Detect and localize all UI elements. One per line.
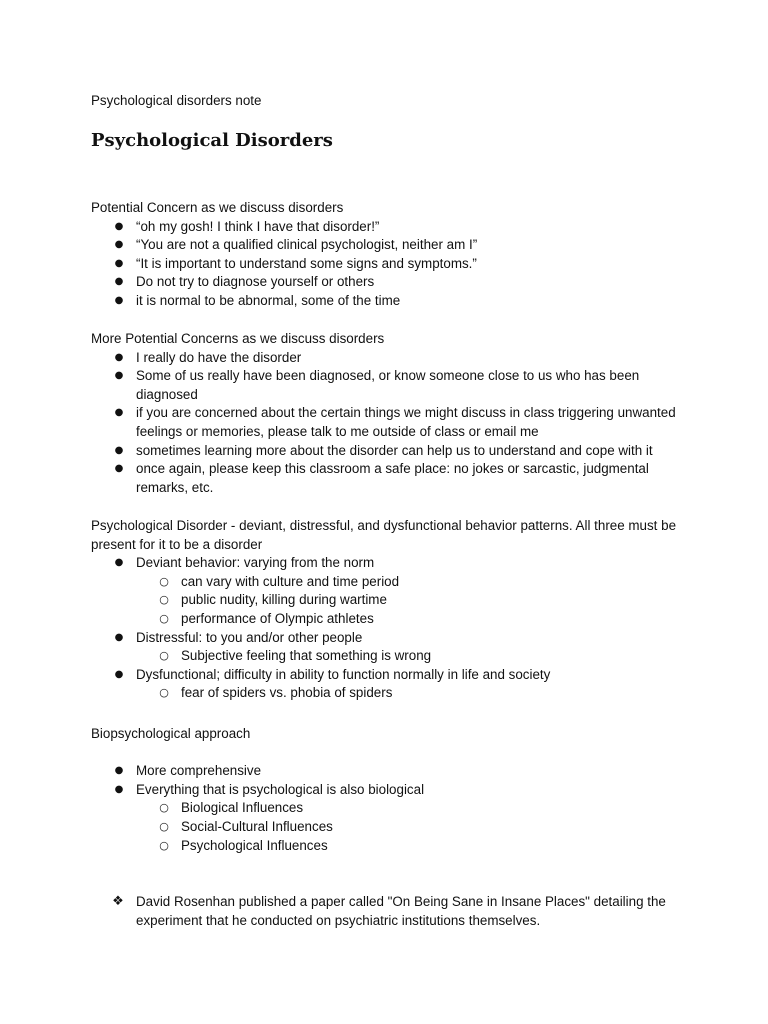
- bullet-disc-icon: ●: [114, 765, 124, 777]
- sub-list-item-text: public nudity, killing during wartime: [181, 592, 387, 608]
- bullet-disc-icon: ●: [114, 463, 124, 475]
- list-item-text: Deviant behavior: varying from the norm: [136, 555, 375, 571]
- list-item-text: once again, please keep this classroom a safe place: no jokes or sarcastic, judgmental remarks, etc.: [136, 461, 649, 495]
- section-rosenhan-note: [91, 893, 691, 930]
- list-item: [91, 781, 691, 800]
- section-heading: More Potential Concerns as we discuss disorders: [91, 331, 385, 346]
- list-item: [91, 554, 691, 573]
- list-item: [91, 367, 691, 404]
- diamond-bullet-icon: ❖: [112, 894, 124, 909]
- list-item-text: “oh my gosh! I think I have that disorder!”: [136, 218, 380, 234]
- sub-list-item-text: Social-Cultural Influences: [181, 818, 333, 834]
- bullet-disc-icon: ●: [114, 257, 124, 269]
- list-item: [91, 762, 691, 781]
- sub-list-item-text: performance of Olympic athletes: [181, 610, 374, 626]
- section-potential-concern: [91, 199, 691, 311]
- bullet-list: [91, 349, 691, 498]
- bullet-disc-icon: ●: [114, 668, 124, 680]
- sub-list-item-text: can vary with culture and time period: [181, 573, 400, 589]
- bullet-disc-icon: ●: [114, 444, 124, 456]
- sub-list-item: [91, 684, 691, 703]
- sub-list-item: [91, 610, 691, 629]
- bullet-circle-icon: ○: [159, 574, 169, 588]
- list-item: [91, 666, 691, 685]
- bullet-disc-icon: ●: [114, 276, 124, 288]
- diamond-list: [91, 893, 691, 930]
- document-title: Psychological Disorders: [91, 130, 333, 151]
- sub-list-item-text: Subjective feeling that something is wrong: [181, 648, 432, 664]
- list-item: [91, 218, 691, 237]
- footnote-text: David Rosenhan published a paper called "On Being Sane in Insane Places" detailing the experiment that he conducted on psychiatric institutions themselves.: [136, 894, 666, 928]
- sub-list-item-text: fear of spiders vs. phobia of spiders: [181, 685, 393, 701]
- section-heading: Potential Concern as we discuss disorders: [91, 200, 344, 215]
- list-item: [91, 292, 691, 311]
- sub-list-item-text: Psychological Influences: [181, 837, 328, 853]
- list-item-text: sometimes learning more about the disorder can help us to understand and cope with it: [136, 442, 653, 458]
- section-more-concerns: [91, 330, 691, 497]
- bullet-disc-icon: ●: [114, 220, 124, 232]
- list-item: [91, 349, 691, 368]
- bullet-circle-icon: ○: [159, 819, 169, 833]
- bullet-circle-icon: ○: [159, 649, 169, 663]
- list-item: [91, 893, 691, 930]
- list-item: [91, 460, 691, 497]
- sub-list-item-text: Biological Influences: [181, 800, 304, 816]
- list-item-text: I really do have the disorder: [136, 349, 302, 365]
- bullet-circle-icon: ○: [159, 686, 169, 700]
- bullet-circle-icon: ○: [159, 801, 169, 815]
- sub-list-item: [91, 818, 691, 837]
- bullet-list: [91, 762, 691, 855]
- list-item-text: Distressful: to you and/or other people: [136, 629, 363, 645]
- sub-list-item: [91, 647, 691, 666]
- list-item-text: Do not try to diagnose yourself or others: [136, 274, 375, 290]
- bullet-disc-icon: ●: [114, 370, 124, 382]
- bullet-disc-icon: ●: [114, 239, 124, 251]
- bullet-list: [91, 218, 691, 311]
- document-header-note: Psychological disorders note: [91, 93, 262, 108]
- sub-list-item: [91, 799, 691, 818]
- section-psychological-disorder-definition: [91, 517, 691, 703]
- section-heading: Biopsychological approach: [91, 726, 251, 741]
- sub-list-item: [91, 573, 691, 592]
- list-item: [91, 236, 691, 255]
- sub-list-item: [91, 591, 691, 610]
- list-item-text: More comprehensive: [136, 763, 262, 779]
- bullet-disc-icon: ●: [114, 631, 124, 643]
- bullet-disc-icon: ●: [114, 407, 124, 419]
- bullet-circle-icon: ○: [159, 593, 169, 607]
- list-item-text: it is normal to be abnormal, some of the time: [136, 292, 401, 308]
- bullet-disc-icon: ●: [114, 557, 124, 569]
- sub-list-item: [91, 837, 691, 856]
- bullet-circle-icon: ○: [159, 611, 169, 625]
- bullet-disc-icon: ●: [114, 351, 124, 363]
- bullet-disc-icon: ●: [114, 783, 124, 795]
- bullet-circle-icon: ○: [159, 838, 169, 852]
- bullet-disc-icon: ●: [114, 294, 124, 306]
- list-item-text: if you are concerned about the certain things we might discuss in class triggering unwanted feelings or memories, please talk to me outside of class or email me: [136, 405, 676, 439]
- bullet-list: [91, 554, 691, 703]
- list-item-text: “It is important to understand some signs and symptoms.”: [136, 255, 477, 271]
- list-item: [91, 442, 691, 461]
- list-item: [91, 629, 691, 648]
- list-item-text: “You are not a qualified clinical psychologist, neither am I”: [136, 237, 478, 253]
- list-item-text: Everything that is psychological is also biological: [136, 781, 425, 797]
- section-biopsychological-approach: [91, 725, 691, 855]
- list-item: [91, 273, 691, 292]
- section-heading: Psychological Disorder - deviant, distressful, and dysfunctional behavior patterns. All three must be present for it to be a disorder: [91, 518, 677, 552]
- list-item-text: Some of us really have been diagnosed, or know someone close to us who has been diagnosed: [136, 368, 640, 402]
- list-item: [91, 404, 691, 441]
- list-item-text: Dysfunctional; difficulty in ability to function normally in life and society: [136, 666, 551, 682]
- list-item: [91, 255, 691, 274]
